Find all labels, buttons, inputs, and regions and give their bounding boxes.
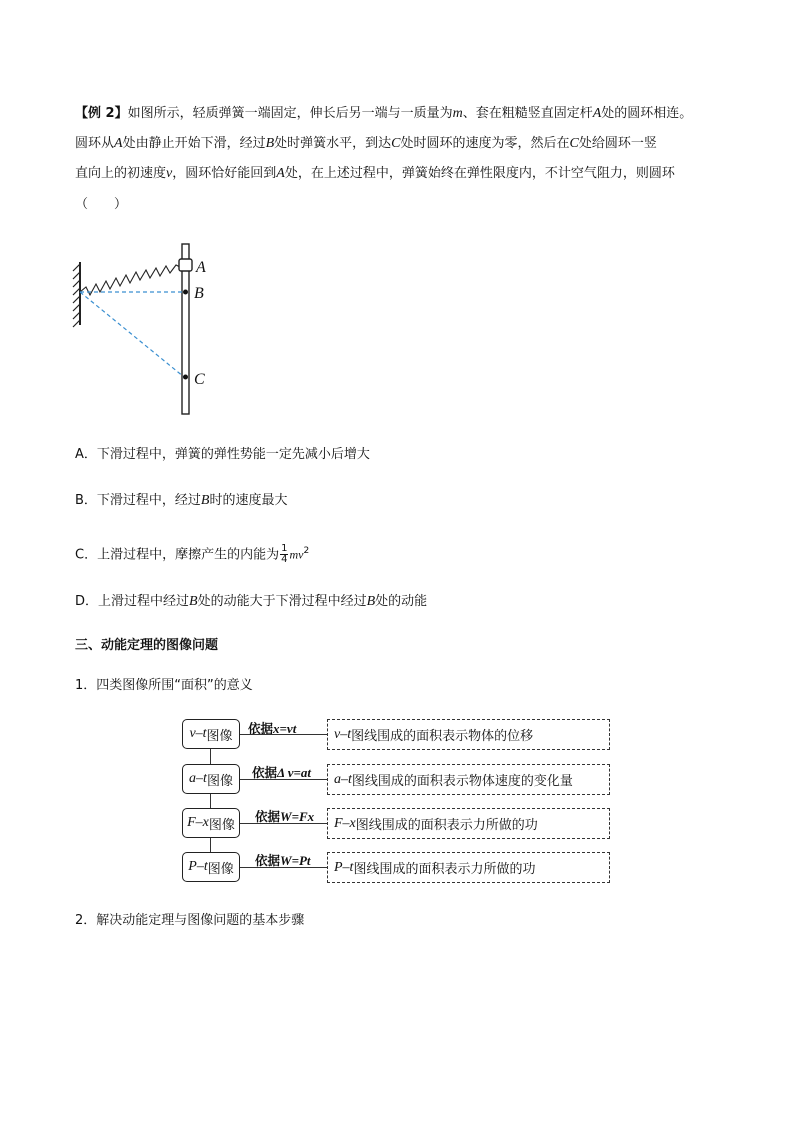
left-box-pt: P–t 图像 (182, 852, 240, 882)
point-B (183, 290, 188, 295)
section-title: 三、动能定理的图像问题 (75, 638, 219, 653)
section-item-2: 2．解决动能定理与图像问题的基本步骤 (75, 913, 305, 928)
diagonal-dashed-line (80, 292, 184, 377)
question-line-1: 【例 2】如图所示，轻质弹簧一端固定，伸长后另一端与一质量为m、套在粗糙竖直固定杆A处的圆环相连。 (75, 106, 693, 121)
question-line-2: 圆环从A处由静止开始下滑，经过B处时弹簧水平，到达C处时圆环的速度为零，然后在C处给圆环一竖 (75, 136, 657, 151)
left-box-fx: F–x 图像 (182, 808, 240, 838)
right-box-vt: v–t 图线围成的面积表示物体的位移 (327, 719, 610, 750)
spring-ring-figure (68, 240, 228, 424)
point-C (183, 375, 188, 380)
figure-svg (68, 240, 228, 420)
example-label: 【例 2】 (75, 106, 128, 121)
wall-hatching (73, 264, 80, 327)
basis-fx: 依据W=Fx (255, 809, 315, 824)
connector-1 (210, 749, 211, 764)
arrow-line-vt (240, 734, 327, 735)
section-item-1: 1．四类图像所围“面积”的意义 (75, 678, 253, 693)
label-B: B (194, 285, 204, 302)
right-box-fx: F–x 图线围成的面积表示力所做的功 (327, 808, 610, 839)
option-A: A．下滑过程中，弹簧的弹性势能一定先减小后增大 (75, 447, 370, 462)
connector-3 (210, 838, 211, 852)
option-D: D．上滑过程中经过B处的动能大于下滑过程中经过B处的动能 (75, 594, 428, 609)
connector-2 (210, 794, 211, 808)
left-box-at: a–t 图像 (182, 764, 240, 794)
right-box-at: a–t 图线围成的面积表示物体速度的变化量 (327, 764, 610, 795)
basis-vt: 依据x=vt (248, 721, 297, 736)
option-B: B．下滑过程中，经过B时的速度最大 (75, 493, 288, 508)
arrow-line-at (240, 779, 327, 780)
basis-at: 依据Δ v=at (252, 765, 311, 780)
label-C: C (194, 371, 205, 388)
left-box-vt: v–t 图像 (182, 719, 240, 749)
fraction-one-quarter: $\frac{1}{4}$ (281, 543, 288, 566)
spring (80, 265, 180, 295)
right-box-pt: P–t 图线围成的面积表示力所做的功 (327, 852, 610, 883)
option-C: C．上滑过程中，摩擦产生的内能为 $\frac{1}{4}$ $mv^2$ (75, 543, 310, 566)
question-line-3: 直向上的初速度v，圆环恰好能回到A处，在上述过程中，弹簧始终在弹性限度内，不计空气阻力，则圆环 (75, 166, 675, 181)
answer-blank: （ ） (75, 197, 128, 212)
basis-pt: 依据W=Pt (255, 853, 311, 868)
label-A: A (196, 259, 206, 276)
arrow-line-fx (240, 823, 327, 824)
arrow-line-pt (240, 867, 327, 868)
ring (179, 259, 192, 271)
